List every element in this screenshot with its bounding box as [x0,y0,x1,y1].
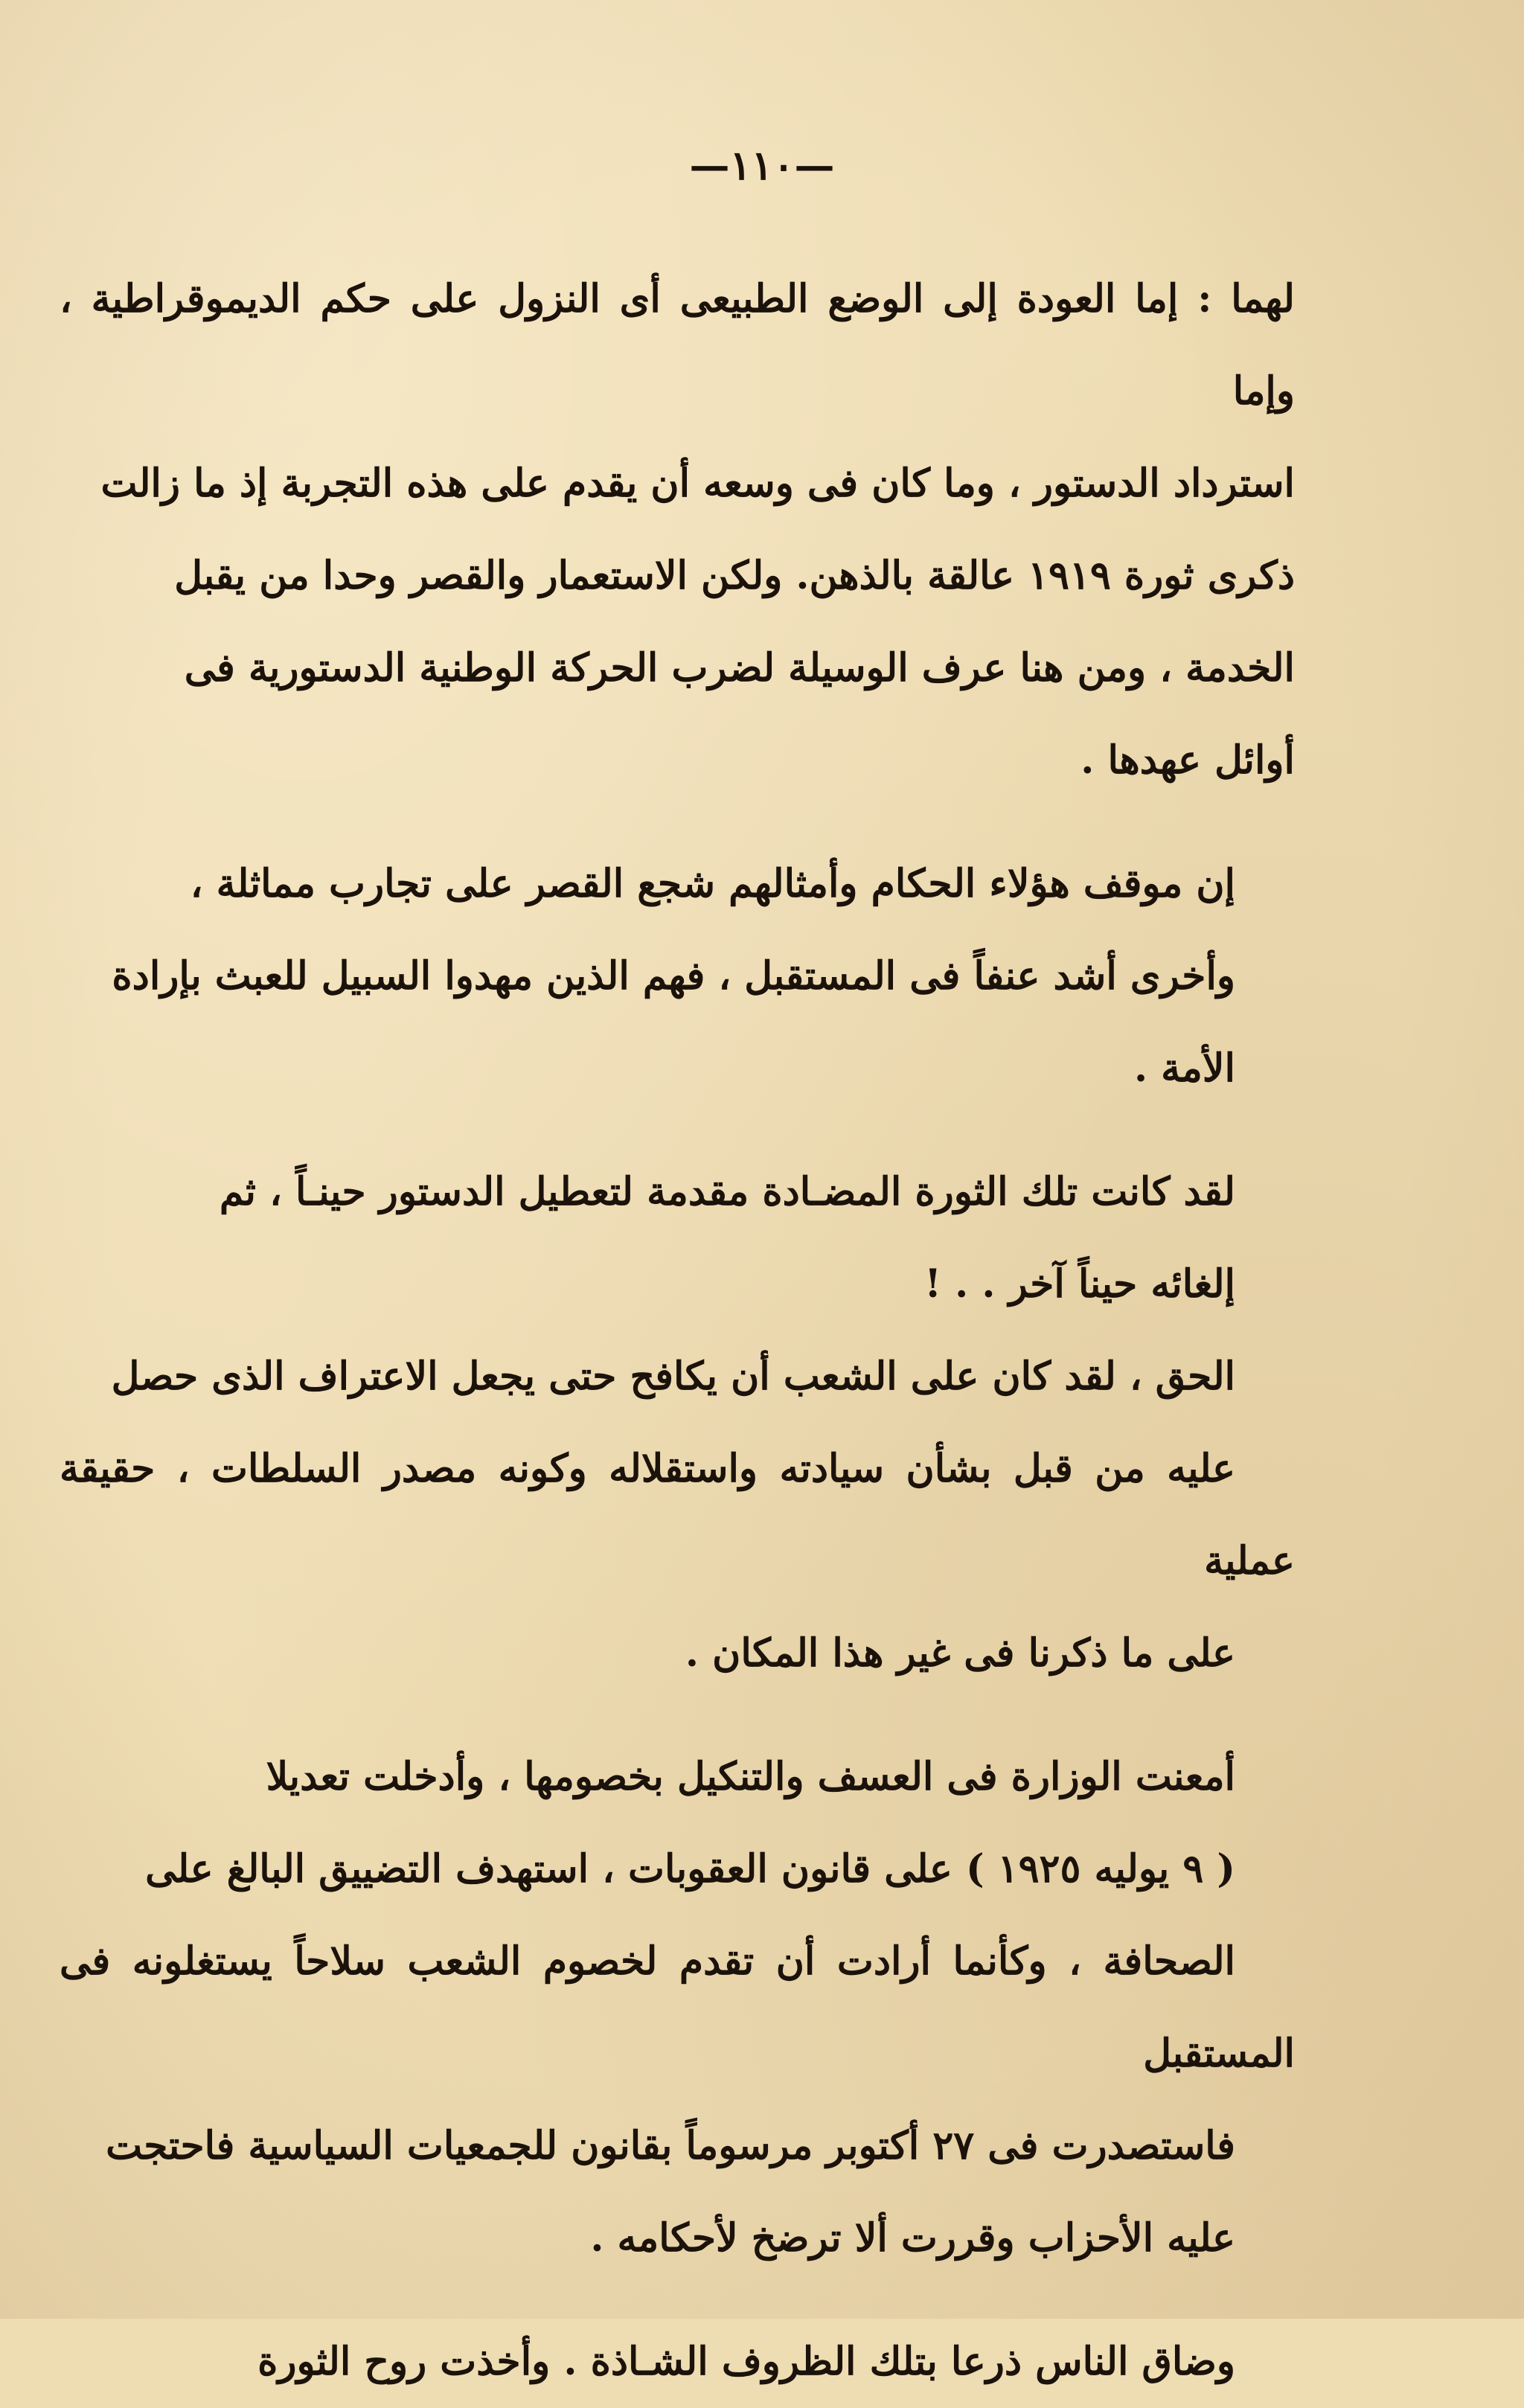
paragraph [60,838,1295,1115]
text-line: عليه من قبل بشأن سيادته واستقلاله وكونه مصدر السلطات ، حقيقة عملية [60,1446,1295,1584]
text-line: الصحافة ، وكأنما أرادت أن تقدم لخصوم الشعب سلاحاً يستغلونه فى المستقبل [60,1938,1295,2076]
text-line: استرداد الدستور ، وما كان فى وسعه أن يقدم على هذه التجربة إذ ما زالت [100,461,1295,506]
text-line: وضاق الناس ذرعا بتلك الظروف الشـاذة . وأخذت روح الثورة [257,2339,1235,2384]
text-line: ( ٩ يوليه ١٩٢٥ ) على قانون العقوبات ، استهدف التضييق البالغ على [145,1846,1235,1892]
body-text [60,253,1295,2408]
page-number: —١١٠— [689,141,835,189]
paragraph [60,253,1295,807]
text-line: على ما ذكرنا فى غير هذا المكان . [685,1630,1235,1676]
text-line: إلغائه حيناً آخر . . ! [924,1261,1235,1307]
text-line: الخدمة ، ومن هنا عرف الوسيلة لضرب الحركة الوطنية الدستورية فى [184,645,1295,691]
paragraph [60,2316,1295,2408]
text-line: أمعنت الوزارة فى العسف والتنكيل بخصومها ، وأدخلت تعديلا [266,1754,1235,1799]
text-line: عليه الأحزاب وقررت ألا ترضخ لأحكامه . [590,2215,1235,2261]
text-line: لقد كانت تلك الثورة المضـادة مقدمة لتعطيل الدستور حينـاً ، ثم [219,1169,1235,1214]
text-line: إن موقف هؤلاء الحكام وأمثالهم شجع القصر على تجارب مماثلة ، [190,861,1235,906]
text-line: الحق ، لقد كان على الشعب أن يكافح حتى يجعل الاعتراف الذى حصل [111,1354,1235,1399]
text-line: لهما : إما العودة إلى الوضع الطبيعى أى النزول على حكم الديموقراطية ، وإما [60,276,1295,414]
text-line: الأمة . [1133,1046,1235,1091]
text-line: فاستصدرت فى ٢٧ أكتوبر مرسوماً بقانون للجمعيات السياسية فاحتجت [106,2123,1235,2168]
text-line: ذكرى ثورة ١٩١٩ عالقة بالذهن. ولكن الاستعمار والقصر وحدا من يقبل [174,553,1295,598]
text-line: أوائل عهدها . [1080,737,1295,783]
text-line: وأخرى أشد عنفاً فى المستقبل ، فهم الذين مهدوا السبيل للعبث بإرادة [112,953,1235,999]
paragraph [60,1331,1295,1700]
paragraph [60,1731,1295,2284]
paragraph [60,1146,1295,1331]
